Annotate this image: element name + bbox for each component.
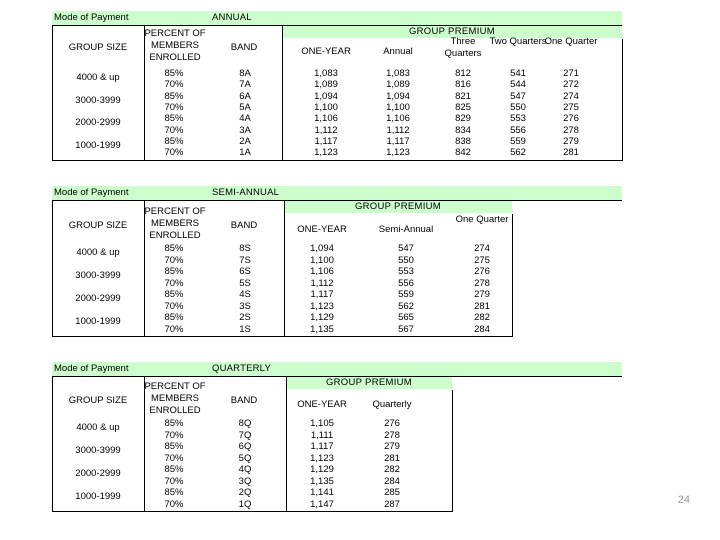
premium-value: 282 [474, 312, 490, 323]
premium-value: 275 [563, 102, 579, 114]
page-number: 24 [677, 494, 690, 506]
percent-enrolled: 85% [164, 441, 184, 452]
payment-mode: SEMI-ANNUAL [212, 187, 280, 198]
premium-value: 1,123 [310, 452, 334, 464]
percent-enrolled: 70% [164, 323, 184, 335]
premium-value: 1,094 [386, 90, 410, 102]
percent-enrolled: 85% [164, 464, 184, 475]
separator-band [282, 25, 283, 160]
header-one-quarter: One Quarter [455, 214, 509, 225]
band-code: 7A [239, 79, 251, 91]
premium-value: 1,094 [310, 243, 334, 254]
premium-value: 559 [510, 136, 526, 148]
header-band: BAND [230, 395, 258, 406]
group-premium-bar [286, 377, 452, 389]
premium-value: 1,100 [310, 254, 334, 266]
percent-enrolled: 70% [164, 102, 184, 114]
header-semi-annual: Semi-Annual [378, 224, 434, 235]
group-size-2: 3000-3999 [75, 445, 121, 456]
group-size-2: 3000-3999 [75, 270, 121, 281]
header-one-year: ONE-YEAR [297, 224, 347, 235]
percent-enrolled: 70% [164, 254, 184, 266]
premium-value: 1,112 [386, 124, 410, 136]
bottom-border [52, 336, 512, 337]
premium-value: 1,117 [310, 289, 334, 300]
premium-value: 284 [474, 323, 490, 335]
premium-value: 1,106 [314, 113, 338, 125]
payment-mode: ANNUAL [212, 12, 252, 23]
premium-value: 565 [398, 312, 414, 323]
header-one-quarter: One Quarter [544, 36, 598, 47]
group-premium-bar [284, 201, 512, 213]
payment-section-semi-annual [52, 186, 622, 341]
band-code: 5Q [238, 452, 252, 464]
percent-enrolled: 70% [164, 498, 184, 510]
premium-value: 1,135 [310, 475, 334, 487]
premium-value: 1,117 [314, 136, 338, 148]
band-code: 1A [239, 147, 251, 159]
band-code: 5A [239, 102, 251, 114]
premium-value: 1,089 [386, 79, 410, 91]
premium-value: 1,083 [386, 68, 410, 79]
premium-value: 279 [474, 289, 490, 300]
percent-enrolled: 85% [164, 312, 184, 323]
mode-of-payment-label: Mode of Payment [54, 12, 129, 23]
premium-value: 1,135 [310, 323, 334, 335]
premium-value: 278 [474, 277, 490, 289]
premium-value: 276 [384, 418, 400, 429]
mode-of-payment-bar [52, 11, 622, 26]
premium-value: 547 [398, 243, 414, 254]
band-code: 8S [239, 243, 251, 254]
header-one-year: ONE-YEAR [301, 46, 351, 57]
payment-section-quarterly [52, 362, 622, 516]
header-two-quarters: Two Quarters [489, 36, 547, 47]
percent-enrolled: 70% [164, 452, 184, 464]
premium-value: 1,083 [314, 68, 338, 79]
header-group-size: GROUP SIZE [68, 395, 128, 406]
payment-mode: QUARTERLY [212, 363, 271, 374]
group-size-1: 4000 & up [76, 422, 120, 433]
premium-value: 1,147 [310, 498, 334, 510]
group-size-3: 2000-2999 [75, 293, 121, 304]
percent-enrolled: 85% [164, 136, 184, 148]
premium-value: 547 [510, 90, 526, 102]
band-code: 2S [239, 312, 251, 323]
percent-enrolled: 85% [164, 487, 184, 498]
premium-value: 1,111 [310, 429, 334, 441]
premium-value: 825 [455, 102, 471, 114]
bottom-border [52, 511, 452, 512]
premium-value: 275 [474, 254, 490, 266]
premium-value: 1,123 [310, 300, 334, 312]
premium-value: 284 [384, 475, 400, 487]
separator-band [284, 200, 285, 336]
band-code: 7S [239, 254, 251, 266]
percent-enrolled: 85% [164, 68, 184, 79]
premium-value: 556 [398, 277, 414, 289]
band-code: 4A [239, 113, 251, 125]
premium-value: 544 [510, 79, 526, 91]
header-annual: Annual [383, 46, 413, 57]
group-premium-label: GROUP PREMIUM [408, 26, 496, 37]
premium-value: 271 [563, 68, 579, 79]
group-size-1: 4000 & up [76, 247, 120, 258]
percent-enrolled: 85% [164, 266, 184, 277]
header-band: BAND [230, 220, 258, 231]
premium-value: 1,123 [314, 147, 338, 159]
premium-value: 550 [510, 102, 526, 114]
percent-enrolled: 85% [164, 243, 184, 254]
band-code: 4S [239, 289, 251, 300]
band-code: 1S [239, 323, 251, 335]
band-code: 8Q [238, 418, 252, 429]
premium-value: 1,100 [314, 102, 338, 114]
premium-value: 1,123 [386, 147, 410, 159]
group-size-2: 3000-3999 [75, 94, 121, 106]
premium-value: 278 [563, 124, 579, 136]
premium-value: 281 [474, 300, 490, 312]
band-code: 4Q [238, 464, 252, 475]
premium-value: 1,117 [386, 136, 410, 148]
premium-value: 556 [510, 124, 526, 136]
premium-value: 274 [474, 243, 490, 254]
mode-of-payment-bar [52, 186, 622, 201]
group-size-3: 2000-2999 [75, 117, 121, 129]
band-code: 3S [239, 300, 251, 312]
percent-enrolled: 70% [164, 277, 184, 289]
premium-value: 281 [563, 147, 579, 159]
percent-enrolled: 85% [164, 90, 184, 102]
premium-value: 834 [455, 124, 471, 136]
right-border [622, 39, 623, 161]
premium-value: 559 [398, 289, 414, 300]
premium-value: 567 [398, 323, 414, 335]
premium-value: 287 [384, 498, 400, 510]
premium-value: 282 [384, 464, 400, 475]
premium-value: 1,112 [310, 277, 334, 289]
mode-of-payment-label: Mode of Payment [54, 363, 129, 374]
group-size-4: 1000-1999 [75, 491, 121, 502]
header-percent-enrolled: PERCENT OF MEMBERS ENROLLED [144, 381, 206, 416]
group-premium-label: GROUP PREMIUM [325, 377, 413, 388]
premium-value: 1,105 [310, 418, 334, 429]
percent-enrolled: 85% [164, 418, 184, 429]
premium-value: 1,129 [310, 464, 334, 475]
premium-value: 1,094 [314, 90, 338, 102]
group-size-3: 2000-2999 [75, 468, 121, 479]
band-code: 2A [239, 136, 251, 148]
premium-value: 272 [563, 79, 579, 91]
premium-value: 276 [563, 113, 579, 125]
premium-value: 550 [398, 254, 414, 266]
header-quarterly: Quarterly [372, 399, 412, 410]
band-code: 8A [239, 68, 251, 79]
header-band: BAND [230, 42, 258, 53]
band-code: 3Q [238, 475, 252, 487]
payment-section-annual [52, 11, 622, 165]
premium-value: 1,100 [386, 102, 410, 114]
premium-value: 812 [455, 68, 471, 79]
percent-enrolled: 70% [164, 124, 184, 136]
premium-value: 562 [398, 300, 414, 312]
band-code: 7Q [238, 429, 252, 441]
group-premium-label: GROUP PREMIUM [354, 201, 442, 212]
premium-value: 541 [510, 68, 526, 79]
premium-value: 1,117 [310, 441, 334, 452]
premium-value: 278 [384, 429, 400, 441]
premium-value: 562 [510, 147, 526, 159]
band-code: 1Q [238, 498, 252, 510]
premium-value: 274 [563, 90, 579, 102]
premium-value: 281 [384, 452, 400, 464]
band-code: 5S [239, 277, 251, 289]
percent-enrolled: 70% [164, 300, 184, 312]
premium-value: 553 [510, 113, 526, 125]
premium-value: 1,141 [310, 487, 334, 498]
group-size-4: 1000-1999 [75, 140, 121, 152]
premium-value: 821 [455, 90, 471, 102]
premium-value: 279 [563, 136, 579, 148]
header-percent-enrolled: PERCENT OF MEMBERS ENROLLED [144, 28, 206, 63]
percent-enrolled: 70% [164, 147, 184, 159]
premium-value: 816 [455, 79, 471, 91]
mode-of-payment-label: Mode of Payment [54, 187, 129, 198]
header-three-quarters: Three Quarters [444, 36, 482, 59]
right-border [452, 390, 453, 512]
band-code: 6Q [238, 441, 252, 452]
group-size-4: 1000-1999 [75, 316, 121, 327]
band-code: 6S [239, 266, 251, 277]
band-code: 2Q [238, 487, 252, 498]
premium-value: 829 [455, 113, 471, 125]
percent-enrolled: 85% [164, 113, 184, 125]
percent-enrolled: 70% [164, 79, 184, 91]
percent-enrolled: 85% [164, 289, 184, 300]
premium-value: 276 [474, 266, 490, 277]
premium-value: 1,112 [314, 124, 338, 136]
header-group-size: GROUP SIZE [68, 220, 128, 231]
premium-value: 1,106 [386, 113, 410, 125]
percent-enrolled: 70% [164, 475, 184, 487]
bottom-border [52, 160, 622, 161]
premium-value: 838 [455, 136, 471, 148]
header-one-year: ONE-YEAR [297, 399, 347, 410]
premium-value: 1,129 [310, 312, 334, 323]
mode-of-payment-bar [52, 362, 622, 377]
premium-value: 285 [384, 487, 400, 498]
percent-enrolled: 70% [164, 429, 184, 441]
group-size-1: 4000 & up [76, 72, 120, 83]
band-code: 3A [239, 124, 251, 136]
header-percent-enrolled: PERCENT OF MEMBERS ENROLLED [144, 206, 206, 241]
band-code: 6A [239, 90, 251, 102]
header-group-size: GROUP SIZE [68, 42, 128, 53]
premium-value: 1,106 [310, 266, 334, 277]
premium-value: 279 [384, 441, 400, 452]
premium-value: 553 [398, 266, 414, 277]
premium-value: 1,089 [314, 79, 338, 91]
premium-value: 842 [455, 147, 471, 159]
